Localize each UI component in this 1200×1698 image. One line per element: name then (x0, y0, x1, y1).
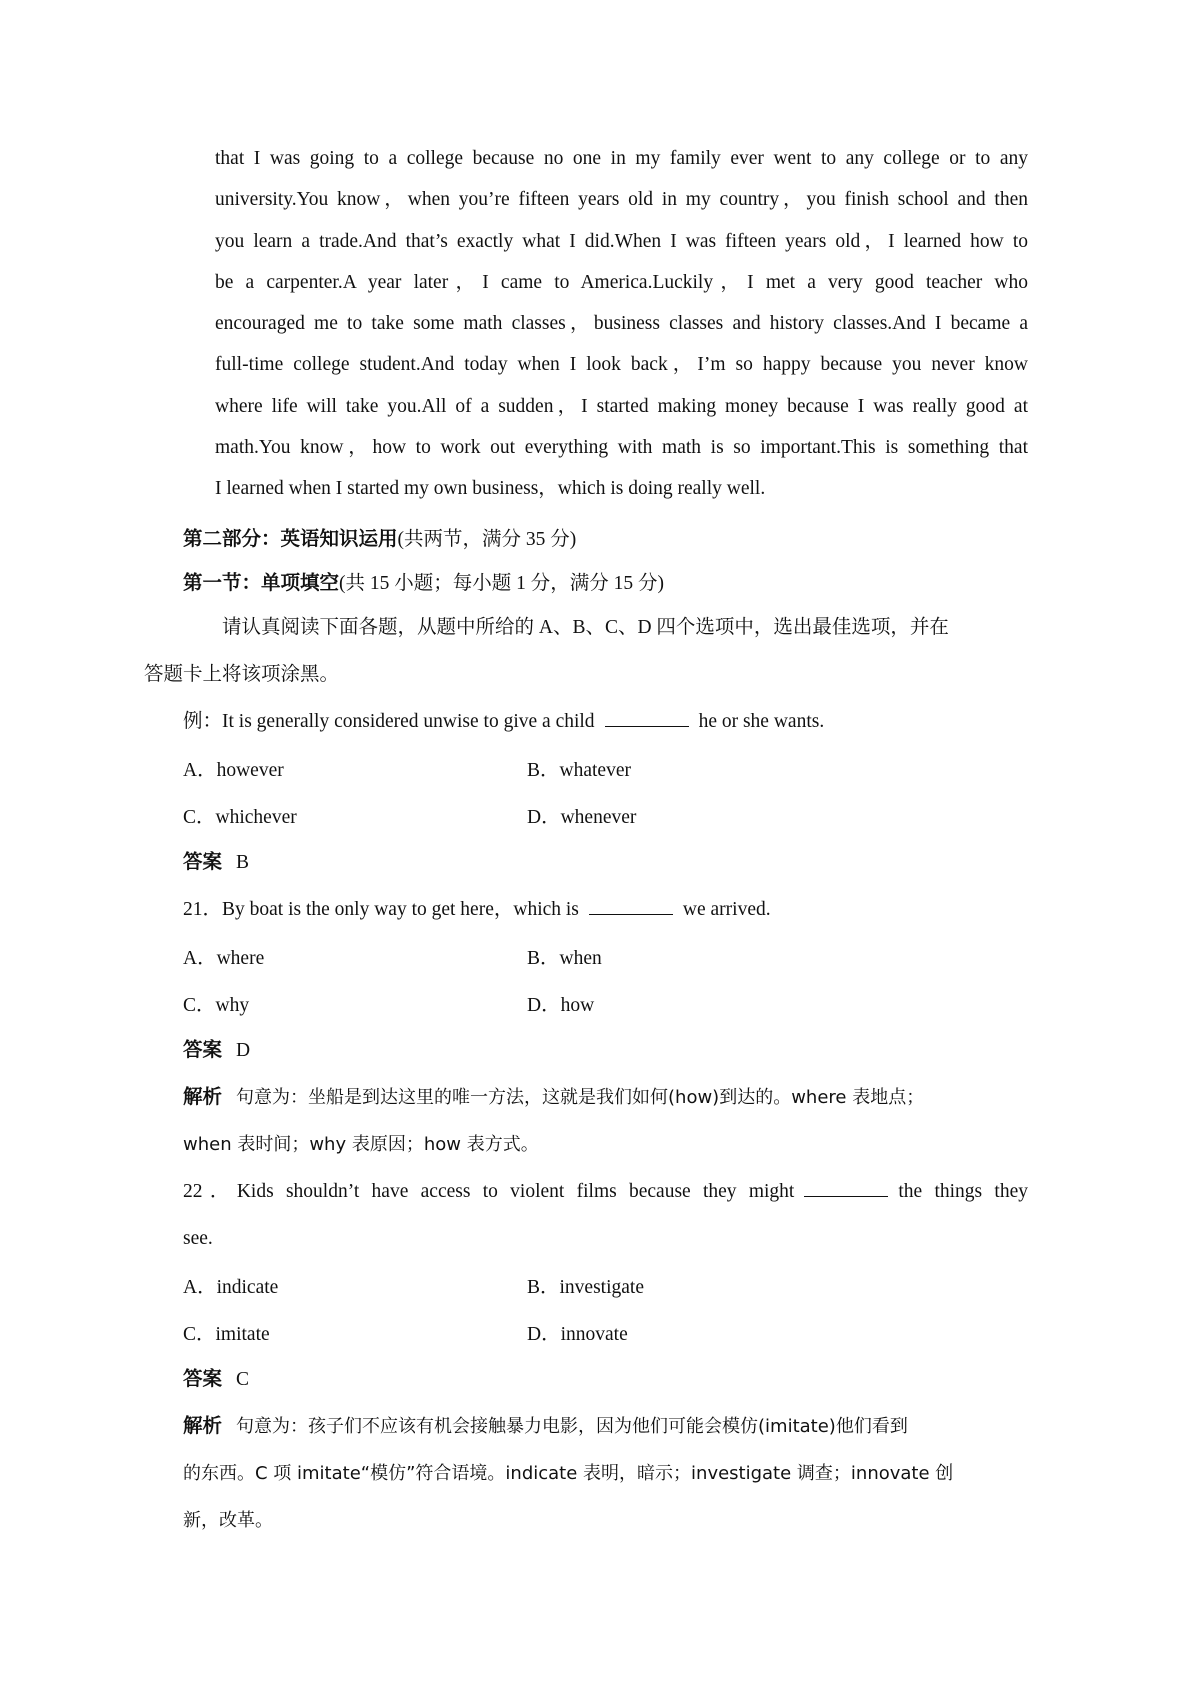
q22-options-row-2 (183, 1309, 1028, 1356)
instructions (144, 604, 1028, 698)
q22-stem-continuation: see. (183, 1227, 213, 1249)
part-two-heading (183, 528, 1028, 552)
example-answer (183, 839, 1028, 886)
option-b: B．investigate (527, 1277, 644, 1299)
q21-answer (183, 1027, 1028, 1074)
q22-stem-prefix: 22．Kids shouldn’t have access to violent films because they might (183, 1180, 795, 1202)
q21-stem-suffix: we arrived. (682, 898, 771, 920)
option-d: D．whenever (527, 807, 637, 829)
section-one-note: (共 15 小题；每小题 1 分，满分 15 分) (339, 572, 665, 594)
option-b: B．when (527, 948, 602, 970)
option-c: C．whichever (183, 807, 297, 829)
question-22 (183, 1168, 1028, 1215)
passage-line: I learned when I started my own business，which is doing really well. (215, 478, 766, 500)
example-question (183, 698, 1028, 745)
q22-analysis (183, 1403, 1028, 1544)
instructions-line-2: 答题卡上将该项涂黑。 (144, 663, 340, 685)
passage-line: full-time college student.And today when I look back，I’m so happy because you never know (215, 354, 1028, 376)
section-one-title: 第一节：单项填空 (183, 572, 340, 594)
option-b: B．whatever (527, 760, 631, 782)
analysis-label: 解析 (183, 1086, 223, 1108)
q22-stem-suffix: the things they (898, 1180, 1028, 1202)
analysis-line-1: 句意为：坐船是到达这里的唯一方法，这就是我们如何(how)到达的。where 表地点； (236, 1086, 925, 1108)
passage-line: you learn a trade.And that’s exactly what I did.When I was fifteen years old，I learned how to (215, 230, 1028, 252)
passage-line: that I was going to a college because no one in my family ever went to any college or to any (215, 148, 1028, 169)
option-d: D．how (527, 995, 595, 1017)
q21-stem-prefix: 21．By boat is the only way to get here，which is (183, 898, 579, 920)
analysis-line-3: 新，改革。 (183, 1509, 273, 1531)
example-stem-suffix: he or she wants. (698, 710, 825, 732)
question-21 (183, 886, 1028, 933)
answer-blank (589, 898, 673, 915)
option-c: C．why (183, 995, 250, 1017)
answer-label: 答案 (183, 1039, 223, 1061)
option-d: D．innovate (527, 1324, 628, 1346)
analysis-line-1: 句意为：孩子们不应该有机会接触暴力电影，因为他们可能会模仿(imitate)他们看到 (236, 1415, 908, 1437)
option-c: C．imitate (183, 1324, 270, 1346)
answer-value: C (236, 1368, 250, 1390)
passage-line: university.You know，when you’re fifteen years old in my country，you finish school and then (215, 189, 1028, 211)
passage-line: math.You know，how to work out everything with math is so important.This is something that (215, 437, 1028, 459)
answer-value: B (236, 851, 250, 873)
q22-answer (183, 1356, 1028, 1403)
document-page (144, 138, 1028, 1544)
example-stem-prefix: 例：It is generally considered unwise to give a child (183, 710, 595, 732)
option-a: A．indicate (183, 1277, 279, 1299)
analysis-line-2: 的东西。C 项 imitate“模仿”符合语境。indicate 表明，暗示；investigate 调查；innovate 创 (183, 1462, 954, 1484)
q22-options-row-1 (183, 1262, 1028, 1309)
answer-label: 答案 (183, 851, 223, 873)
option-a: A．however (183, 760, 284, 782)
analysis-label: 解析 (183, 1415, 223, 1437)
option-a: A．where (183, 948, 265, 970)
example-options-row-1 (183, 745, 1028, 792)
passage-line: be a carpenter.A year later，I came to America.Luckily，I met a very good teacher who (215, 271, 1028, 293)
part-two-note: (共两节，满分 35 分) (397, 528, 577, 550)
analysis-line-2: when 表时间；why 表原因；how 表方式。 (183, 1133, 539, 1155)
listening-transcript-passage (183, 138, 1028, 510)
passage-line: encouraged me to take some math classes，business classes and history classes.And I became a (215, 313, 1028, 335)
answer-label: 答案 (183, 1368, 223, 1390)
instructions-line-1: 请认真阅读下面各题，从题中所给的 A、B、C、D 四个选项中，选出最佳选项，并在 (222, 616, 949, 638)
part-two-title: 第二部分：英语知识运用 (183, 528, 398, 550)
q21-options-row-2 (183, 980, 1028, 1027)
answer-value: D (236, 1039, 251, 1061)
q21-options-row-1 (183, 933, 1028, 980)
example-options-row-2 (183, 792, 1028, 839)
q21-analysis (183, 1074, 1028, 1168)
answer-blank (804, 1180, 888, 1197)
answer-blank (605, 710, 689, 727)
passage-line: where life will take you.All of a sudden，I started making money because I was really good at (215, 395, 1028, 417)
section-one-heading (183, 572, 1028, 596)
